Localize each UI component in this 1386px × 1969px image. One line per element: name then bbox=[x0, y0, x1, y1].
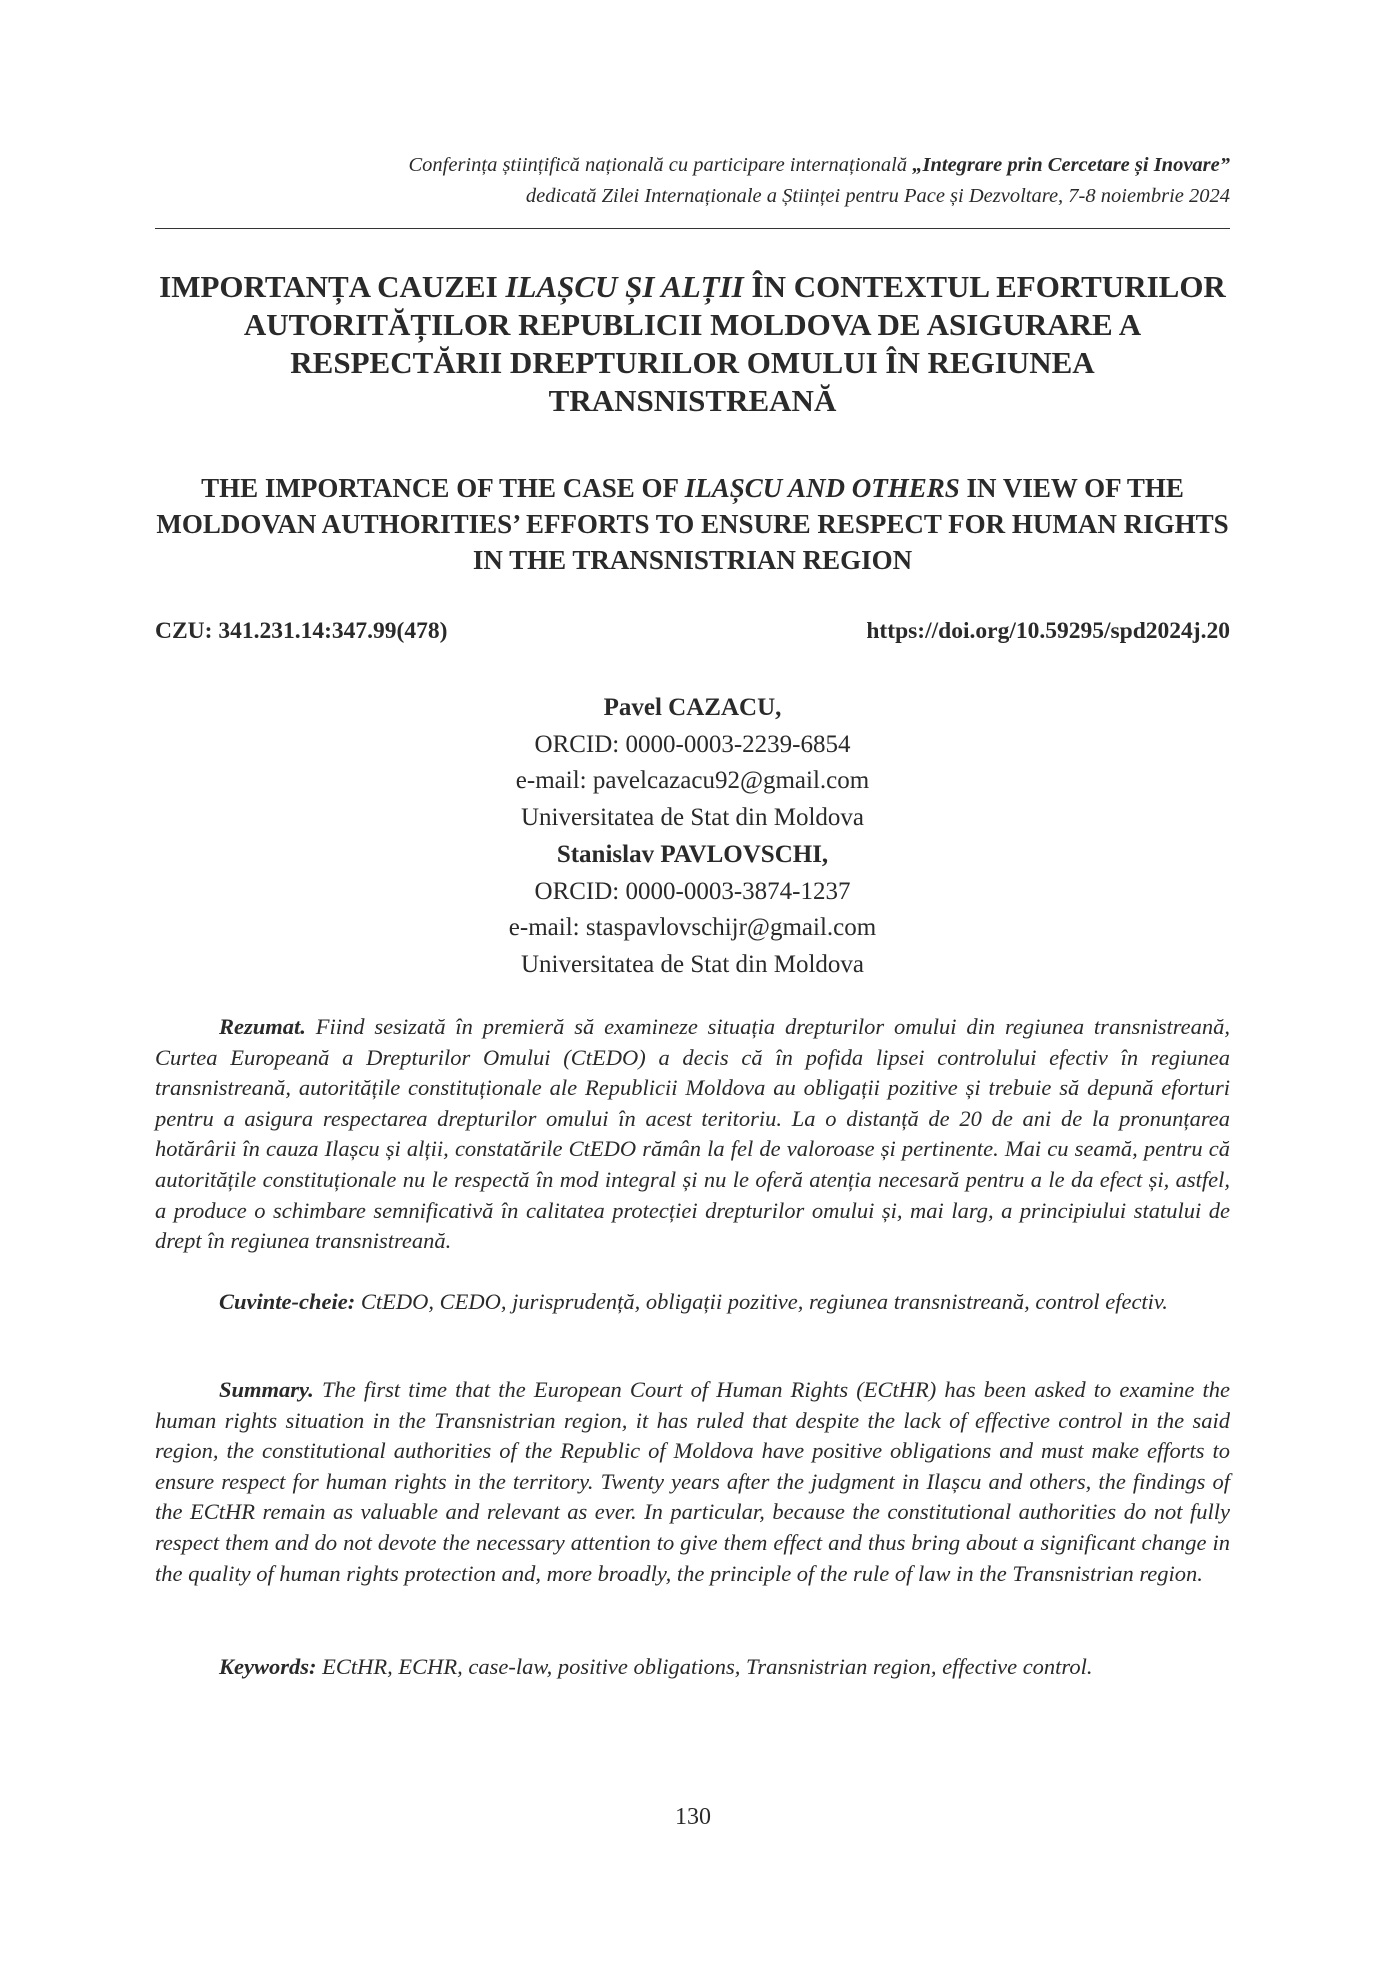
header-line-1: Conferința științifică națională cu participare internațională „Integrare prin Cercetare și Inovare” bbox=[408, 154, 1230, 176]
page-number: 130 bbox=[675, 1804, 711, 1830]
author-orcid: ORCID: 0000-0003-2239-6854 bbox=[534, 730, 851, 758]
rezumat-paragraph: Rezumat. Fiind sesizată în premieră să examineze situația drepturilor omului din regiunea transnistreană, Curtea Europeană a Drepturilor Omului (CtEDO) a decis că în pofida lipsei controlului efectiv în regiunea transnistreană, autoritățile constituționale ale Republicii Moldova au obligații pozitive și trebuie să depună eforturi pentru a asigura respectarea drepturilor omului în acest teritoriu. La o distanță de 20 de ani de la pronunțarea hotărârii în cauza Ilașcu și alții, constatările CtEDO rămân la fel de valoroase și pertinente. Mai cu seamă, pentru că autoritățile constituționale nu le respectă în mod integral și nu le oferă atenția necesară pentru a le da efect și, astfel, a produce o schimbare semnificativă în calitatea protecției drepturilor omului și, mai larg, a principiului statului de drept în regiunea transnistreană. bbox=[155, 1014, 1230, 1254]
classification-row bbox=[155, 618, 1230, 658]
doi-link[interactable]: https://doi.org/10.59295/spd2024j.20 bbox=[866, 618, 1230, 644]
authors-block bbox=[155, 690, 1230, 984]
conference-header bbox=[155, 150, 1230, 212]
czu-code: CZU: 341.231.14:347.99(478) bbox=[155, 618, 448, 644]
cuvinte-cheie-paragraph: Cuvinte-cheie: CtEDO, CEDO, jurisprudență, obligații pozitive, regiunea transnistreană, control efectiv. bbox=[219, 1289, 1168, 1314]
author-email: e-mail: pavelcazacu92@gmail.com bbox=[515, 767, 870, 795]
author-name: Stanislav PAVLOVSCHI, bbox=[556, 840, 829, 868]
title-romanian-case-name: ILAȘCU ȘI ALȚII bbox=[505, 269, 744, 304]
author-name: Pavel CAZACU, bbox=[603, 694, 782, 721]
author-email: e-mail: staspavlovschijr@gmail.com bbox=[508, 914, 877, 942]
title-english-case-name: ILAȘCU AND OTHERS bbox=[684, 473, 960, 503]
author-affiliation: Universitatea de Stat din Moldova bbox=[521, 950, 864, 978]
conference-name: „Integrare prin Cercetare și Inovare” bbox=[912, 154, 1230, 176]
keywords-label: Keywords: bbox=[219, 1654, 317, 1679]
summary-paragraph: Summary. The first time that the European Court of Human Rights (ECtHR) has been asked to examine the human rights situation in the Transnistrian region, it has ruled that despite the lack of effective control in the said region, the constitutional authorities of the Republic of Moldova have positive obligations and must make efforts to ensure respect for human rights in the territory. Twenty years after the judgment in Ilașcu and others, the findings of the ECtHR remain as valuable and relevant as ever. In particular, because the constitutional authorities do not fully respect them and do not devote the necessary attention to give them effect and thus bring about a significant change in the quality of human rights protection and, more broadly, the principle of the rule of law in the Transnistrian region. bbox=[155, 1377, 1230, 1586]
author-orcid: ORCID: 0000-0003-3874-1237 bbox=[534, 877, 851, 905]
header-divider bbox=[155, 228, 1230, 229]
summary-label: Summary. bbox=[219, 1377, 314, 1402]
rezumat-label: Rezumat. bbox=[219, 1014, 306, 1039]
author-affiliation: Universitatea de Stat din Moldova bbox=[521, 804, 864, 832]
title-romanian: IMPORTANȚA CAUZEI ILAȘCU ȘI ALȚII ÎN CONTEXTUL EFORTURILOR AUTORITĂȚILOR REPUBLICII MOLDOVA DE ASIGURARE A RESPECTĂRII DREPTURILOR OMULUI ÎN REGIUNEA TRANSNISTREANĂ bbox=[159, 269, 1226, 418]
header-line-2: dedicată Zilei Internaționale a Științei pentru Pace și Dezvoltare, 7-8 noiembrie 2024 bbox=[525, 185, 1230, 207]
keywords-paragraph: Keywords: ECtHR, ECHR, case-law, positive obligations, Transnistrian region, effective control. bbox=[219, 1654, 1093, 1679]
title-english: THE IMPORTANCE OF THE CASE OF ILAȘCU AND OTHERS IN VIEW OF THE MOLDOVAN AUTHORITIES’ EFFORTS TO ENSURE RESPECT FOR HUMAN RIGHTS IN THE TRANSNISTRIAN REGION bbox=[156, 473, 1229, 575]
cuvinte-cheie-label: Cuvinte-cheie: bbox=[219, 1289, 356, 1314]
